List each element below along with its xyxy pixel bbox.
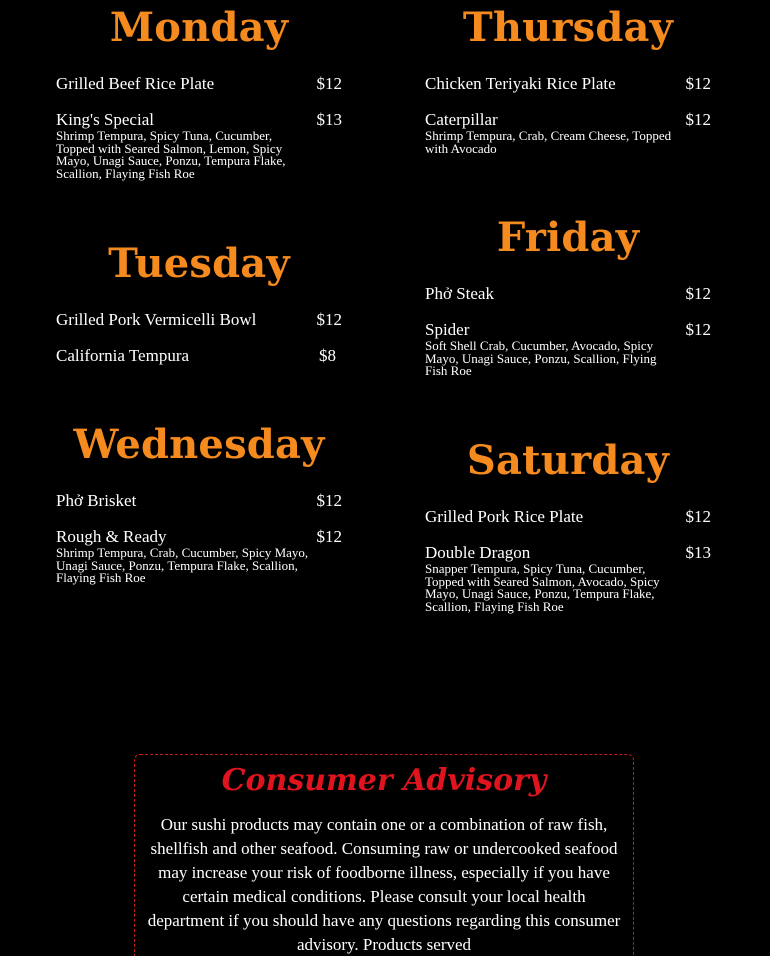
menu-item	[425, 543, 711, 613]
day-heading-friday: Friday	[496, 214, 640, 261]
item-name: Caterpillar	[425, 110, 498, 129]
item-price: $8	[319, 346, 336, 365]
item-price: $12	[685, 507, 711, 526]
item-price: $13	[316, 110, 342, 129]
menu-item	[56, 310, 342, 330]
item-name: Chicken Teriyaki Rice Plate	[425, 74, 616, 93]
day-heading-monday: Monday	[109, 4, 289, 51]
advisory-text: Our sushi products may contain one or a combination of raw fish, shellfish and other seafood. Consuming raw or undercooked seafood may increase your risk of foodborne illness, especially if you have certain medical conditions. Please consult your local health department if you should have any questions regarding this consumer advisory. Products served	[147, 815, 621, 954]
menu-item	[56, 74, 342, 94]
saturday-section	[425, 437, 711, 613]
item-price: $12	[685, 284, 711, 303]
item-description: Snapper Tempura, Spicy Tuna, Cucumber, Topped with Seared Salmon, Avocado, Spicy Mayo, Unagi Sauce, Ponzu, Tempura Flake, Scallion, Flaying Fish Roe	[425, 561, 660, 614]
day-heading-saturday: Saturday	[466, 437, 670, 484]
item-name: King's Special	[56, 110, 154, 129]
item-description: Shrimp Tempura, Crab, Cucumber, Spicy Mayo, Unagi Sauce, Ponzu, Tempura Flake, Scallion, Flaying Fish Roe	[56, 545, 309, 586]
item-description: Shrimp Tempura, Crab, Cream Cheese, Topped with Avocado	[425, 128, 672, 156]
item-name: Double Dragon	[425, 543, 531, 562]
item-name: Phở Brisket	[56, 491, 137, 510]
day-heading-tuesday: Tuesday	[108, 240, 290, 287]
tuesday-section	[56, 240, 342, 366]
day-heading-wednesday: Wednesday	[73, 421, 325, 468]
item-price: $12	[685, 110, 711, 129]
item-price: $12	[316, 74, 342, 93]
menu-item	[425, 284, 711, 304]
item-price: $12	[316, 310, 342, 329]
item-name: Rough & Ready	[56, 527, 167, 546]
friday-section	[425, 214, 711, 378]
item-name: Grilled Beef Rice Plate	[56, 74, 215, 93]
menu-item	[425, 320, 711, 378]
consumer-advisory-box	[134, 754, 634, 956]
wednesday-section	[56, 421, 342, 585]
monday-section	[56, 4, 342, 180]
item-description: Soft Shell Crab, Cucumber, Avocado, Spicy Mayo, Unagi Sauce, Ponzu, Scallion, Flying Fish Roe	[425, 338, 657, 379]
item-price: $12	[685, 320, 711, 339]
item-name: Phở Steak	[425, 284, 494, 303]
item-price: $13	[685, 543, 711, 562]
day-heading-thursday: Thursday	[462, 4, 674, 51]
item-name: Spider	[425, 320, 470, 339]
item-description: Shrimp Tempura, Spicy Tuna, Cucumber, Topped with Seared Salmon, Lemon, Spicy Mayo, Unagi Sauce, Ponzu, Tempura Flake, Scallion, Flaying Fish Roe	[56, 128, 286, 181]
item-name: Grilled Pork Vermicelli Bowl	[56, 310, 257, 329]
item-price: $12	[316, 491, 342, 510]
menu-item	[425, 110, 711, 155]
item-name: California Tempura	[56, 346, 190, 365]
item-price: $12	[316, 527, 342, 546]
thursday-section	[425, 4, 711, 155]
advisory-title: Consumer Advisory	[221, 763, 547, 798]
menu-item	[56, 346, 342, 366]
menu-item	[56, 527, 342, 585]
menu-item	[425, 507, 711, 527]
menu-item	[56, 491, 342, 511]
item-name: Grilled Pork Rice Plate	[425, 507, 584, 526]
menu-item	[56, 110, 342, 180]
item-price: $12	[685, 74, 711, 93]
menu-item	[425, 74, 711, 94]
